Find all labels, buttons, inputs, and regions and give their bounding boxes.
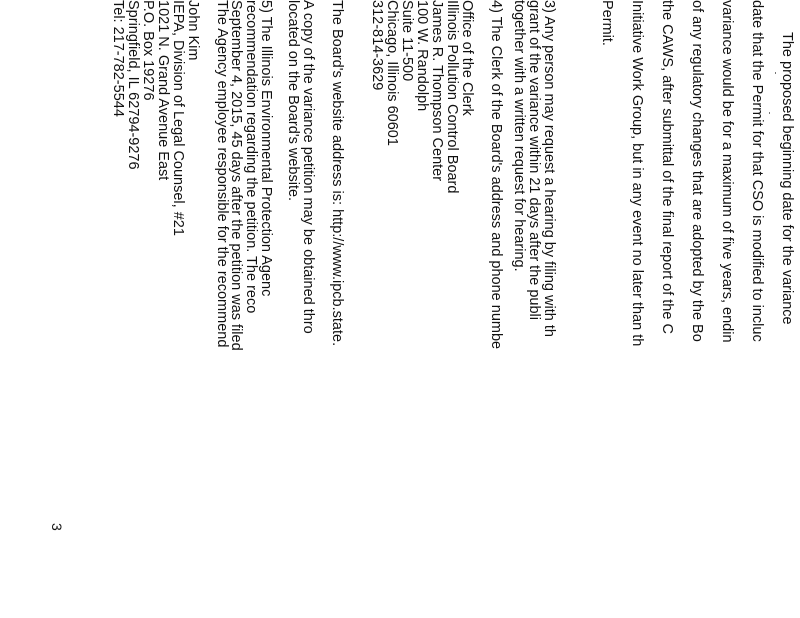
paragraph-board-website — [329, 0, 344, 618]
address-line: 312-814-3629 — [369, 0, 385, 91]
paragraph-hearing-request — [511, 0, 556, 618]
contact-line: 1021 N. Grand Avenue East — [155, 0, 171, 181]
paragraph-petition-copy — [285, 0, 315, 618]
agency-contact-block — [110, 0, 200, 618]
text-line: Permit. — [599, 0, 615, 46]
text-line: grant of the variance within 21 days after the publi — [526, 0, 542, 320]
contact-line: Tel: 217-782-5544 — [110, 0, 126, 117]
text-line: of any regulatory changes that are adopted by the Bo — [689, 0, 705, 342]
text-line: 5) The Illinois Environmental Protection Agenc — [258, 0, 274, 297]
text-line: The Agency employee responsible for the recommend — [214, 0, 230, 348]
text-line: located on the Board's website. — [285, 0, 301, 202]
text-line: the CAWS, after submittal of the final report of the C — [659, 0, 675, 334]
paragraph-clerk-heading — [488, 0, 503, 618]
text-line: variance would be for a maximum of five years, endin — [719, 0, 735, 343]
text-line: The Board's website address is: http://www.ipcb.state. — [329, 0, 345, 347]
text-line: together with a written request for hearing. — [511, 0, 527, 272]
text-line: 3) Any person may request a hearing by filing with th — [541, 0, 557, 337]
paragraph-agency-recommendation — [228, 0, 273, 618]
contact-line: IEPA, Division of Legal Counsel, #21 — [170, 0, 186, 236]
text-line: A copy of the variance petition may be obtained thro — [300, 0, 316, 334]
page-number: 3 — [49, 523, 65, 531]
address-line: James R. Thompson Center — [429, 0, 445, 182]
text-line: September 4, 2015, 45 days after the petition was filed — [228, 0, 244, 351]
text-line: date that the Permit for that CSO is modified to incluc — [749, 0, 765, 342]
address-line: Chicago, Illinois 60601 — [384, 0, 400, 146]
address-line: Suite 11-500 — [399, 0, 415, 82]
scan-speck — [769, 112, 770, 114]
paragraph-agency-employee — [214, 0, 229, 618]
contact-line: Springfield, IL 62794-9276 — [125, 0, 141, 170]
text-line: recommendation regarding the petition. The reco — [243, 0, 259, 314]
text-line: Initiative Work Group, but in any event no later than th — [629, 0, 645, 347]
clerk-address-block — [369, 0, 474, 618]
paragraph-variance-date — [599, 0, 794, 618]
contact-line: John Kim — [185, 0, 201, 61]
scan-speck — [775, 72, 776, 74]
text-line: The proposed beginning date for the variance — [779, 32, 795, 325]
text-line: 4) The Clerk of the Board's address and phone numbe — [488, 0, 504, 350]
contact-line: P.O. Box 19276 — [140, 0, 156, 101]
address-line: Office of the Clerk — [459, 0, 475, 116]
address-line: Illinois Pollution Control Board — [444, 0, 460, 194]
address-line: 100 W. Randolph — [414, 0, 430, 112]
